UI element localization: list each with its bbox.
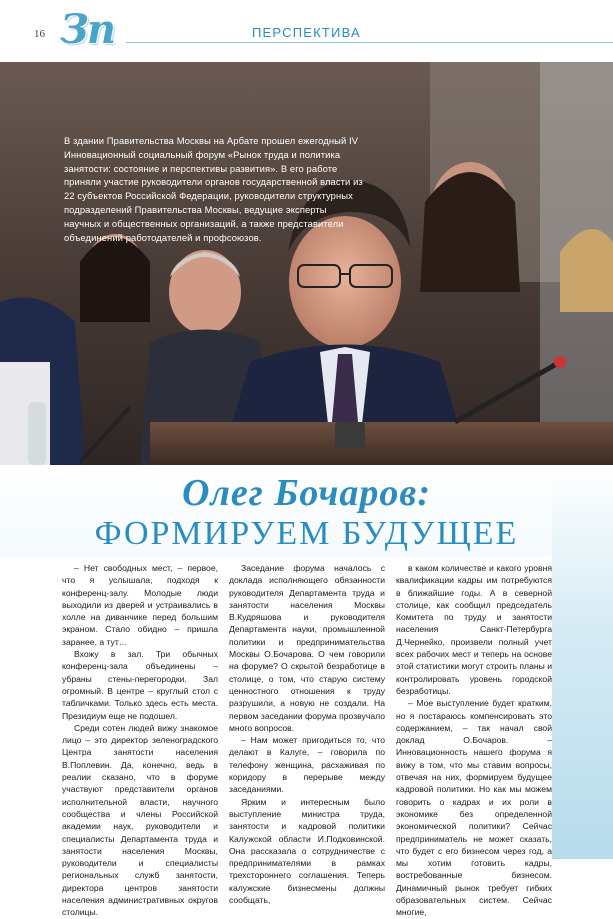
article-person-name: Олег Бочаров: [181, 472, 432, 514]
logo-text: Зп [60, 6, 114, 53]
paragraph: Ярким и интересным было выступление министра труда, занятости и кадровой политики Калужской области И.Подковинской. Она рассказала о сотрудничестве с предпринимателями в рамках трехстороннего соглашения. Теперь калужские бизнесмены должны сообщать, [229, 796, 385, 906]
page-header [0, 0, 613, 62]
page-number: 16 [34, 28, 45, 40]
article-body [62, 562, 552, 918]
section-title: ПЕРСПЕКТИВА [252, 25, 361, 40]
paragraph: – Нам может пригодиться то, что делают в Калуге, – говорила по телефону женщина, расхаживая по коридору в перерыве между заседаниями. [229, 735, 385, 795]
magazine-logo [60, 6, 122, 58]
paragraph: Среди сотен людей вижу знакомое лицо – это директор зеленоградского Центра занятости населения В.Поплевин. Да, конечно, ведь в реалии сказано, что в форуме участвуют представители органов исполнительной власти, научного сообщества и члены Российской академии наук, руководители и специалисты Департамента труда и занятости населения Москвы, руководители и специалисты региональных служб занятости, директора центров занятости населения административных округов столицы. [62, 722, 218, 918]
article-headline: ФОРМИРУЕМ БУДУЩЕЕ [94, 515, 519, 552]
paragraph: – Нет свободных мест, – первое, что я услышала, подходя к конференц-залу. Молодые люди выходили из дверей и устраивались в холле на диванчике перед большим экраном. Стало обидно – пришла заранее, а тут… [62, 563, 218, 647]
header-divider [126, 42, 613, 43]
article-column-3 [396, 562, 552, 919]
paragraph: – Мое выступление будет кратким, но я постараюсь компенсировать это содержанием, – так начал свой доклад О.Бочаров. – Инновационность нашего форума я вижу в том, что мы ставим вопросы, отвечая на них, формируем будущее кадровой политики. Но как мы можем говорить о кадрах и их роли в экономике без определенной экономической политики? Сейчас предприниматель не может сказать, что будет с его бизнесом через год, а мы хотим готовить кадры, востребованные бизнесом. Динамичный рынок требует гибких образовательных систем. Сейчас многие, [396, 698, 552, 918]
photo-illustration [0, 62, 613, 465]
article-column-2 [229, 562, 385, 906]
photo-caption: В здании Правительства Москвы на Арбате прошел ежегодный IV Инновационный социальный форум «Рынок труда и политика занятости: состояние и перспективы развития». В его работе приняли участие руководители органов государственной власти из 22 субъектов Российской Федерации, руководители структурных подразделений Правительства Москвы, ведущие эксперты научных и общественных организаций, а также представители объединений работодателей и профсоюзов. [64, 135, 363, 243]
article-column-1 [62, 562, 218, 919]
article-title-block [0, 465, 613, 557]
paragraph: Заседание форума началось с доклада исполняющего обязанности руководителя Департамента труда и занятости населения Москвы В.Кудряшова и руководителя Департамента науки, промышленной политики и предпринимательства Москвы О.Бочарова. О чем говорили на форуме? О скрытой безработице в столице, о том, что старую систему ценностного отношения к труду разрушили, а новую не создали. На первом заседании форума прозвучало много вопросов. [229, 563, 385, 733]
paragraph: Вхожу в зал. Три обычных конференц-зала объединены – убраны стены-перегородки. Зал огромный. В центре – круглый стол с табличками. Только здесь есть места. Президиум еще не подошел. [62, 649, 218, 721]
paragraph: в каком количестве и какого уровня квалификации кадры им потребуются в ближайшие годы. А в северной столице, как сообщил председатель Комитета по труду и занятости населения Санкт-Петербурга Д.Чернейко, произвели полный учет всех рабочих мест и теперь на основе этой статистики могут строить планы и контролировать уровень городской безработицы. [396, 563, 552, 696]
main-photo [0, 62, 613, 465]
decorative-side-band [552, 465, 613, 859]
